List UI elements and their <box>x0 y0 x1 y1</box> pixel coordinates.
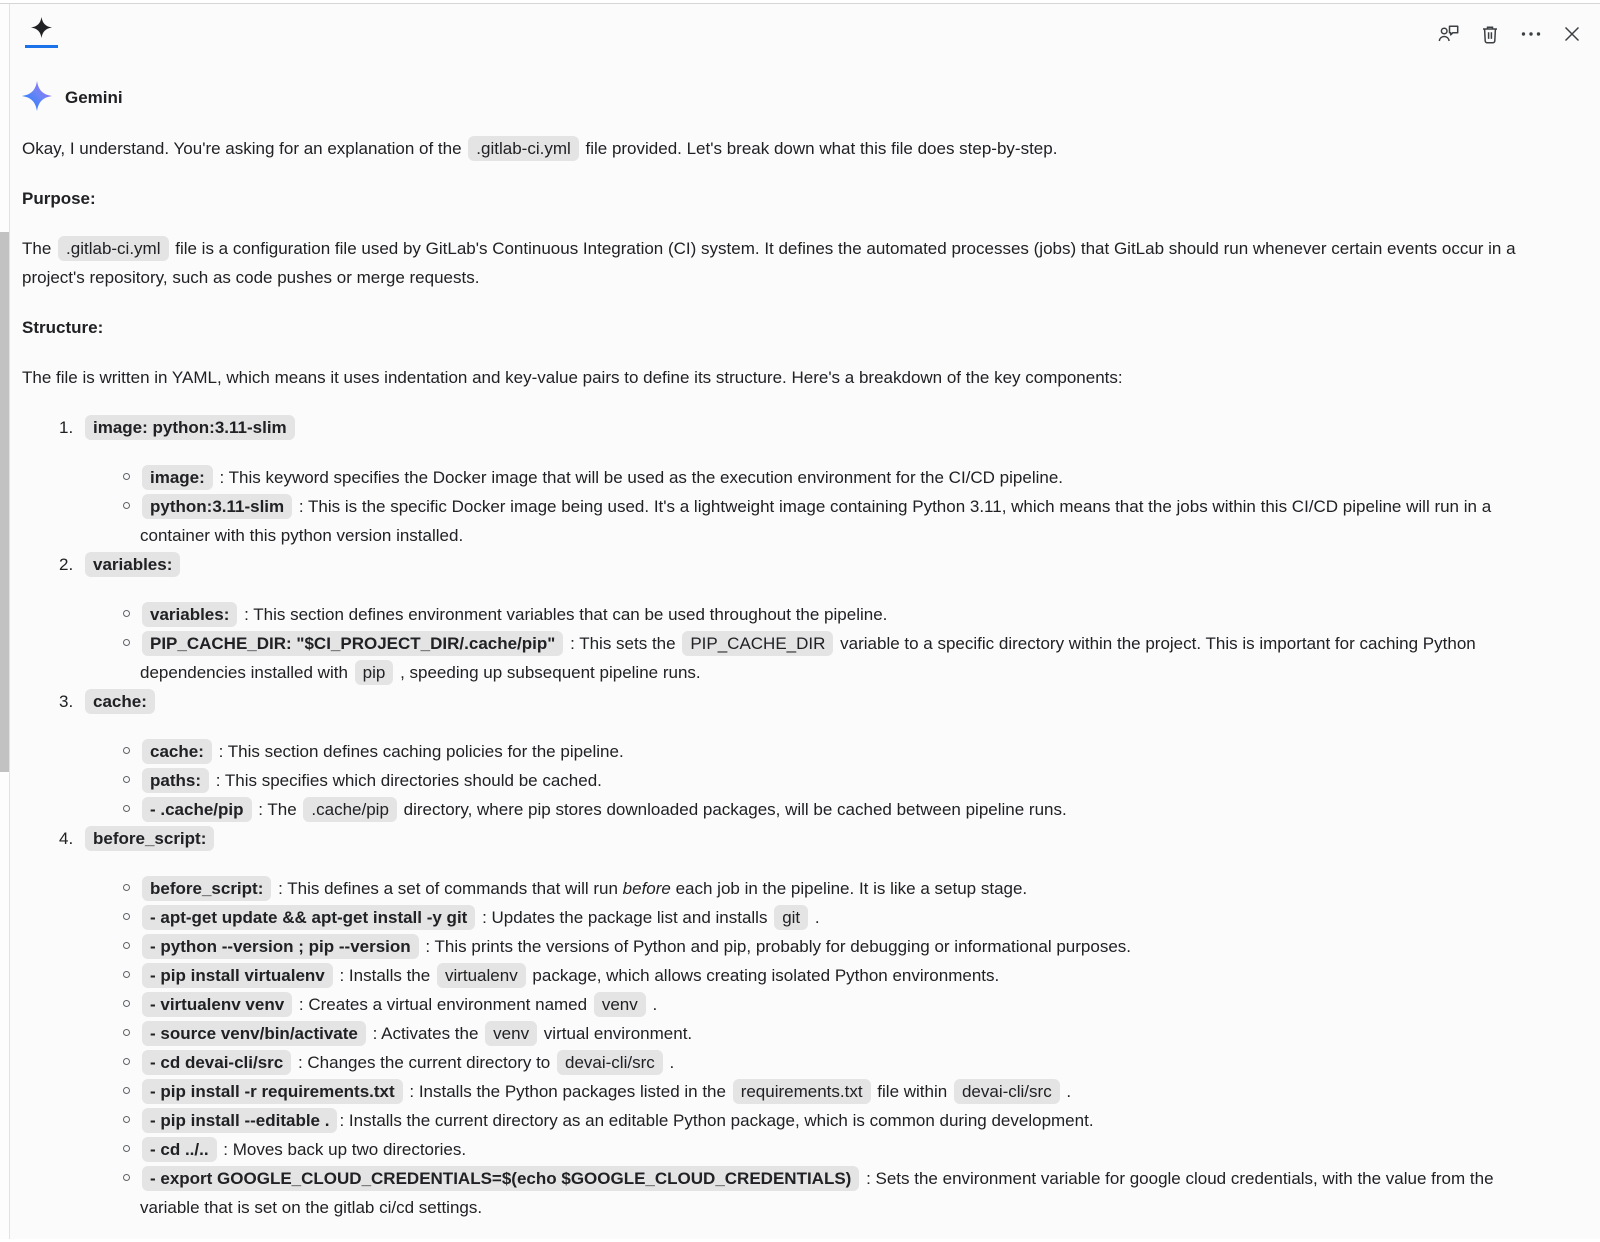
bullet-item <box>22 492 1545 550</box>
bullet-marker <box>123 942 130 949</box>
inline-code: devai-cli/src <box>954 1079 1060 1104</box>
bullet-marker <box>123 776 130 783</box>
inline-code: variables: <box>85 552 180 577</box>
list-item-number: 1. <box>59 418 74 437</box>
bullet-text: before_script: : This defines a set of commands that will run before each job in the pipeline. It is like a setup stage. <box>140 879 1027 898</box>
bullet-text: - cd ../.. : Moves back up two directories. <box>140 1140 466 1159</box>
bullet-marker <box>123 805 130 812</box>
chat-content <box>0 83 1600 1222</box>
inline-code: - .cache/pip <box>142 797 252 822</box>
inline-code: .gitlab-ci.yml <box>468 136 578 161</box>
inline-code: python:3.11-slim <box>142 494 292 519</box>
inline-code: venv <box>485 1021 537 1046</box>
bullet-item <box>22 903 1545 932</box>
bullet-item <box>22 874 1545 903</box>
bullet-item <box>22 1077 1545 1106</box>
bullet-text: - apt-get update && apt-get install -y git : Updates the package list and installs git . <box>140 908 820 927</box>
inline-code: - export GOOGLE_CLOUD_CREDENTIALS=$(echo $GOOGLE_CLOUD_CREDENTIALS) <box>142 1166 859 1191</box>
bullet-marker <box>123 1058 130 1065</box>
list-item-number: 4. <box>59 829 74 848</box>
bullet-marker <box>123 1087 130 1094</box>
bullet-text: - pip install virtualenv : Installs the virtualenv package, which allows creating isolated Python environments. <box>140 966 999 985</box>
bullet-item <box>22 932 1545 961</box>
list-item <box>22 550 1545 687</box>
bullet-marker <box>123 502 130 509</box>
message-author-row <box>22 83 1545 113</box>
bullet-text: cache: : This section defines caching policies for the pipeline. <box>140 742 624 761</box>
sub-list <box>22 463 1545 550</box>
inline-code: cache: <box>85 689 155 714</box>
close-panel-button[interactable] <box>1560 22 1584 46</box>
bullet-item <box>22 1135 1545 1164</box>
inline-code: devai-cli/src <box>557 1050 663 1075</box>
list-item <box>22 824 1545 1222</box>
ellipsis-icon <box>1519 22 1543 46</box>
inline-code: image: <box>142 465 213 490</box>
list-item-heading <box>22 687 1545 716</box>
inline-code: - source venv/bin/activate <box>142 1021 366 1046</box>
inline-code: - cd ../.. <box>142 1137 217 1162</box>
bullet-marker <box>123 473 130 480</box>
bullet-item <box>22 463 1545 492</box>
inline-code: pip <box>355 660 394 685</box>
tab-bar <box>0 4 1600 61</box>
tab-gemini-chat[interactable] <box>25 17 58 48</box>
bullet-marker <box>123 610 130 617</box>
inline-code: before_script: <box>142 876 271 901</box>
inline-code: - pip install --editable . <box>142 1108 337 1133</box>
bullet-text: - virtualenv venv : Creates a virtual environment named venv . <box>140 995 657 1014</box>
paragraph: The file is written in YAML, which means it uses indentation and key-value pairs to define its structure. Here's a breakdown of the key components: <box>22 368 1123 387</box>
bullet-marker <box>123 1174 130 1181</box>
bullet-marker <box>123 884 130 891</box>
bullet-text: - pip install --editable . : Installs the current directory as an editable Python package, which is common during development. <box>140 1111 1094 1130</box>
list-item <box>22 413 1545 550</box>
bullet-text: - source venv/bin/activate : Activates the venv virtual environment. <box>140 1024 692 1043</box>
bullet-text: variables: : This section defines environment variables that can be used throughout the pipeline. <box>140 605 887 624</box>
inline-code: image: python:3.11-slim <box>85 415 295 440</box>
bullet-text: paths: : This specifies which directories should be cached. <box>140 771 602 790</box>
list-item-number: 2. <box>59 555 74 574</box>
inline-code: - python --version ; pip --version <box>142 934 419 959</box>
inline-code: PIP_CACHE_DIR <box>682 631 833 656</box>
feedback-button[interactable] <box>1437 22 1461 46</box>
bullet-item <box>22 737 1545 766</box>
emphasis-text: before <box>622 879 671 898</box>
paragraph: The .gitlab-ci.yml file is a configuration file used by GitLab's Continuous Integration (CI) system. It defines the automated processes (jobs) that GitLab should run whenever certain events occur in a project's repository, such as code pushes or merge requests. <box>22 234 1545 292</box>
close-icon <box>1560 22 1584 46</box>
bullet-text: - cd devai-cli/src : Changes the current directory to devai-cli/src . <box>140 1053 674 1072</box>
inline-code: .gitlab-ci.yml <box>58 236 168 261</box>
section-heading: Structure: <box>22 318 104 337</box>
bullet-text: python:3.11-slim : This is the specific Docker image being used. It's a lightweight image containing Python 3.11, which means that the jobs within this CI/CD pipeline will run in a container with this python version installed. <box>140 497 1491 545</box>
list-item-heading <box>22 550 1545 579</box>
inline-code: - cd devai-cli/src <box>142 1050 291 1075</box>
bullet-item <box>22 1164 1545 1222</box>
sub-list <box>22 874 1545 1222</box>
message-body <box>22 134 1545 1222</box>
bullet-marker <box>123 1000 130 1007</box>
assistant-name: Gemini <box>65 88 123 107</box>
inline-code: - pip install virtualenv <box>142 963 333 988</box>
inline-code: .cache/pip <box>303 797 397 822</box>
bullet-item <box>22 1106 1545 1135</box>
bullet-text: - python --version ; pip --version : This prints the versions of Python and pip, probably for debugging or informational purposes. <box>140 937 1131 956</box>
scrollbar-track[interactable] <box>0 4 10 1239</box>
bullet-marker <box>123 1145 130 1152</box>
bullet-text: - .cache/pip : The .cache/pip directory, where pip stores downloaded packages, will be cached between pipeline runs. <box>140 800 1067 819</box>
bullet-item <box>22 600 1545 629</box>
scrollbar-thumb[interactable] <box>0 232 9 772</box>
inline-code: venv <box>594 992 646 1017</box>
inline-code: git <box>774 905 808 930</box>
trash-icon <box>1478 22 1502 46</box>
inline-code: virtualenv <box>437 963 526 988</box>
inline-code: before_script: <box>85 826 214 851</box>
bullet-text: image: : This keyword specifies the Docker image that will be used as the execution environment for the CI/CD pipeline. <box>140 468 1063 487</box>
bullet-item <box>22 766 1545 795</box>
bullet-item <box>22 961 1545 990</box>
bullet-marker <box>123 747 130 754</box>
inline-code: paths: <box>142 768 209 793</box>
bullet-marker <box>123 971 130 978</box>
paragraph: Okay, I understand. You're asking for an explanation of the .gitlab-ci.yml file provided. Let's break down what this file does step-by-step. <box>22 134 1545 163</box>
bullet-marker <box>123 913 130 920</box>
list-item-heading <box>22 413 1545 442</box>
person-feedback-icon <box>1437 22 1461 46</box>
bullet-marker <box>123 1116 130 1123</box>
bullet-text: - pip install -r requirements.txt : Installs the Python packages listed in the requirements.txt file within devai-cli/src . <box>140 1082 1071 1101</box>
more-options-button[interactable] <box>1519 22 1543 46</box>
inline-code: PIP_CACHE_DIR: "$CI_PROJECT_DIR/.cache/pip" <box>142 631 563 656</box>
bullet-item <box>22 1048 1545 1077</box>
bullet-text: PIP_CACHE_DIR: "$CI_PROJECT_DIR/.cache/pip" : This sets the PIP_CACHE_DIR variable to a specific directory within the project. This is important for caching Python dependencies installed with pip , speeding up subsequent pipeline runs. <box>140 634 1476 682</box>
bullet-item <box>22 795 1545 824</box>
sub-list <box>22 600 1545 687</box>
gemini-chat-panel <box>0 3 1600 1239</box>
bullet-item <box>22 1019 1545 1048</box>
gemini-sparkle-icon <box>22 81 52 116</box>
list-item-heading <box>22 824 1545 853</box>
section-heading: Purpose: <box>22 189 96 208</box>
bullet-marker <box>123 1029 130 1036</box>
panel-actions <box>1437 22 1584 46</box>
inline-code: - virtualenv venv <box>142 992 292 1017</box>
bullet-item <box>22 629 1545 687</box>
list-item-number: 3. <box>59 692 74 711</box>
inline-code: variables: <box>142 602 237 627</box>
inline-code: - apt-get update && apt-get install -y git <box>142 905 475 930</box>
delete-chat-button[interactable] <box>1478 22 1502 46</box>
sub-list <box>22 737 1545 824</box>
list-item <box>22 687 1545 824</box>
sparkle-icon <box>31 17 52 38</box>
bullet-text: - export GOOGLE_CLOUD_CREDENTIALS=$(echo $GOOGLE_CLOUD_CREDENTIALS) : Sets the environment variable for google cloud credentials, with the value from the variable that is set on the gitlab ci/cd settings. <box>140 1169 1494 1217</box>
bullet-marker <box>123 639 130 646</box>
inline-code: - pip install -r requirements.txt <box>142 1079 403 1104</box>
inline-code: cache: <box>142 739 212 764</box>
ordered-list <box>22 413 1545 1222</box>
bullet-item <box>22 990 1545 1019</box>
inline-code: requirements.txt <box>733 1079 871 1104</box>
